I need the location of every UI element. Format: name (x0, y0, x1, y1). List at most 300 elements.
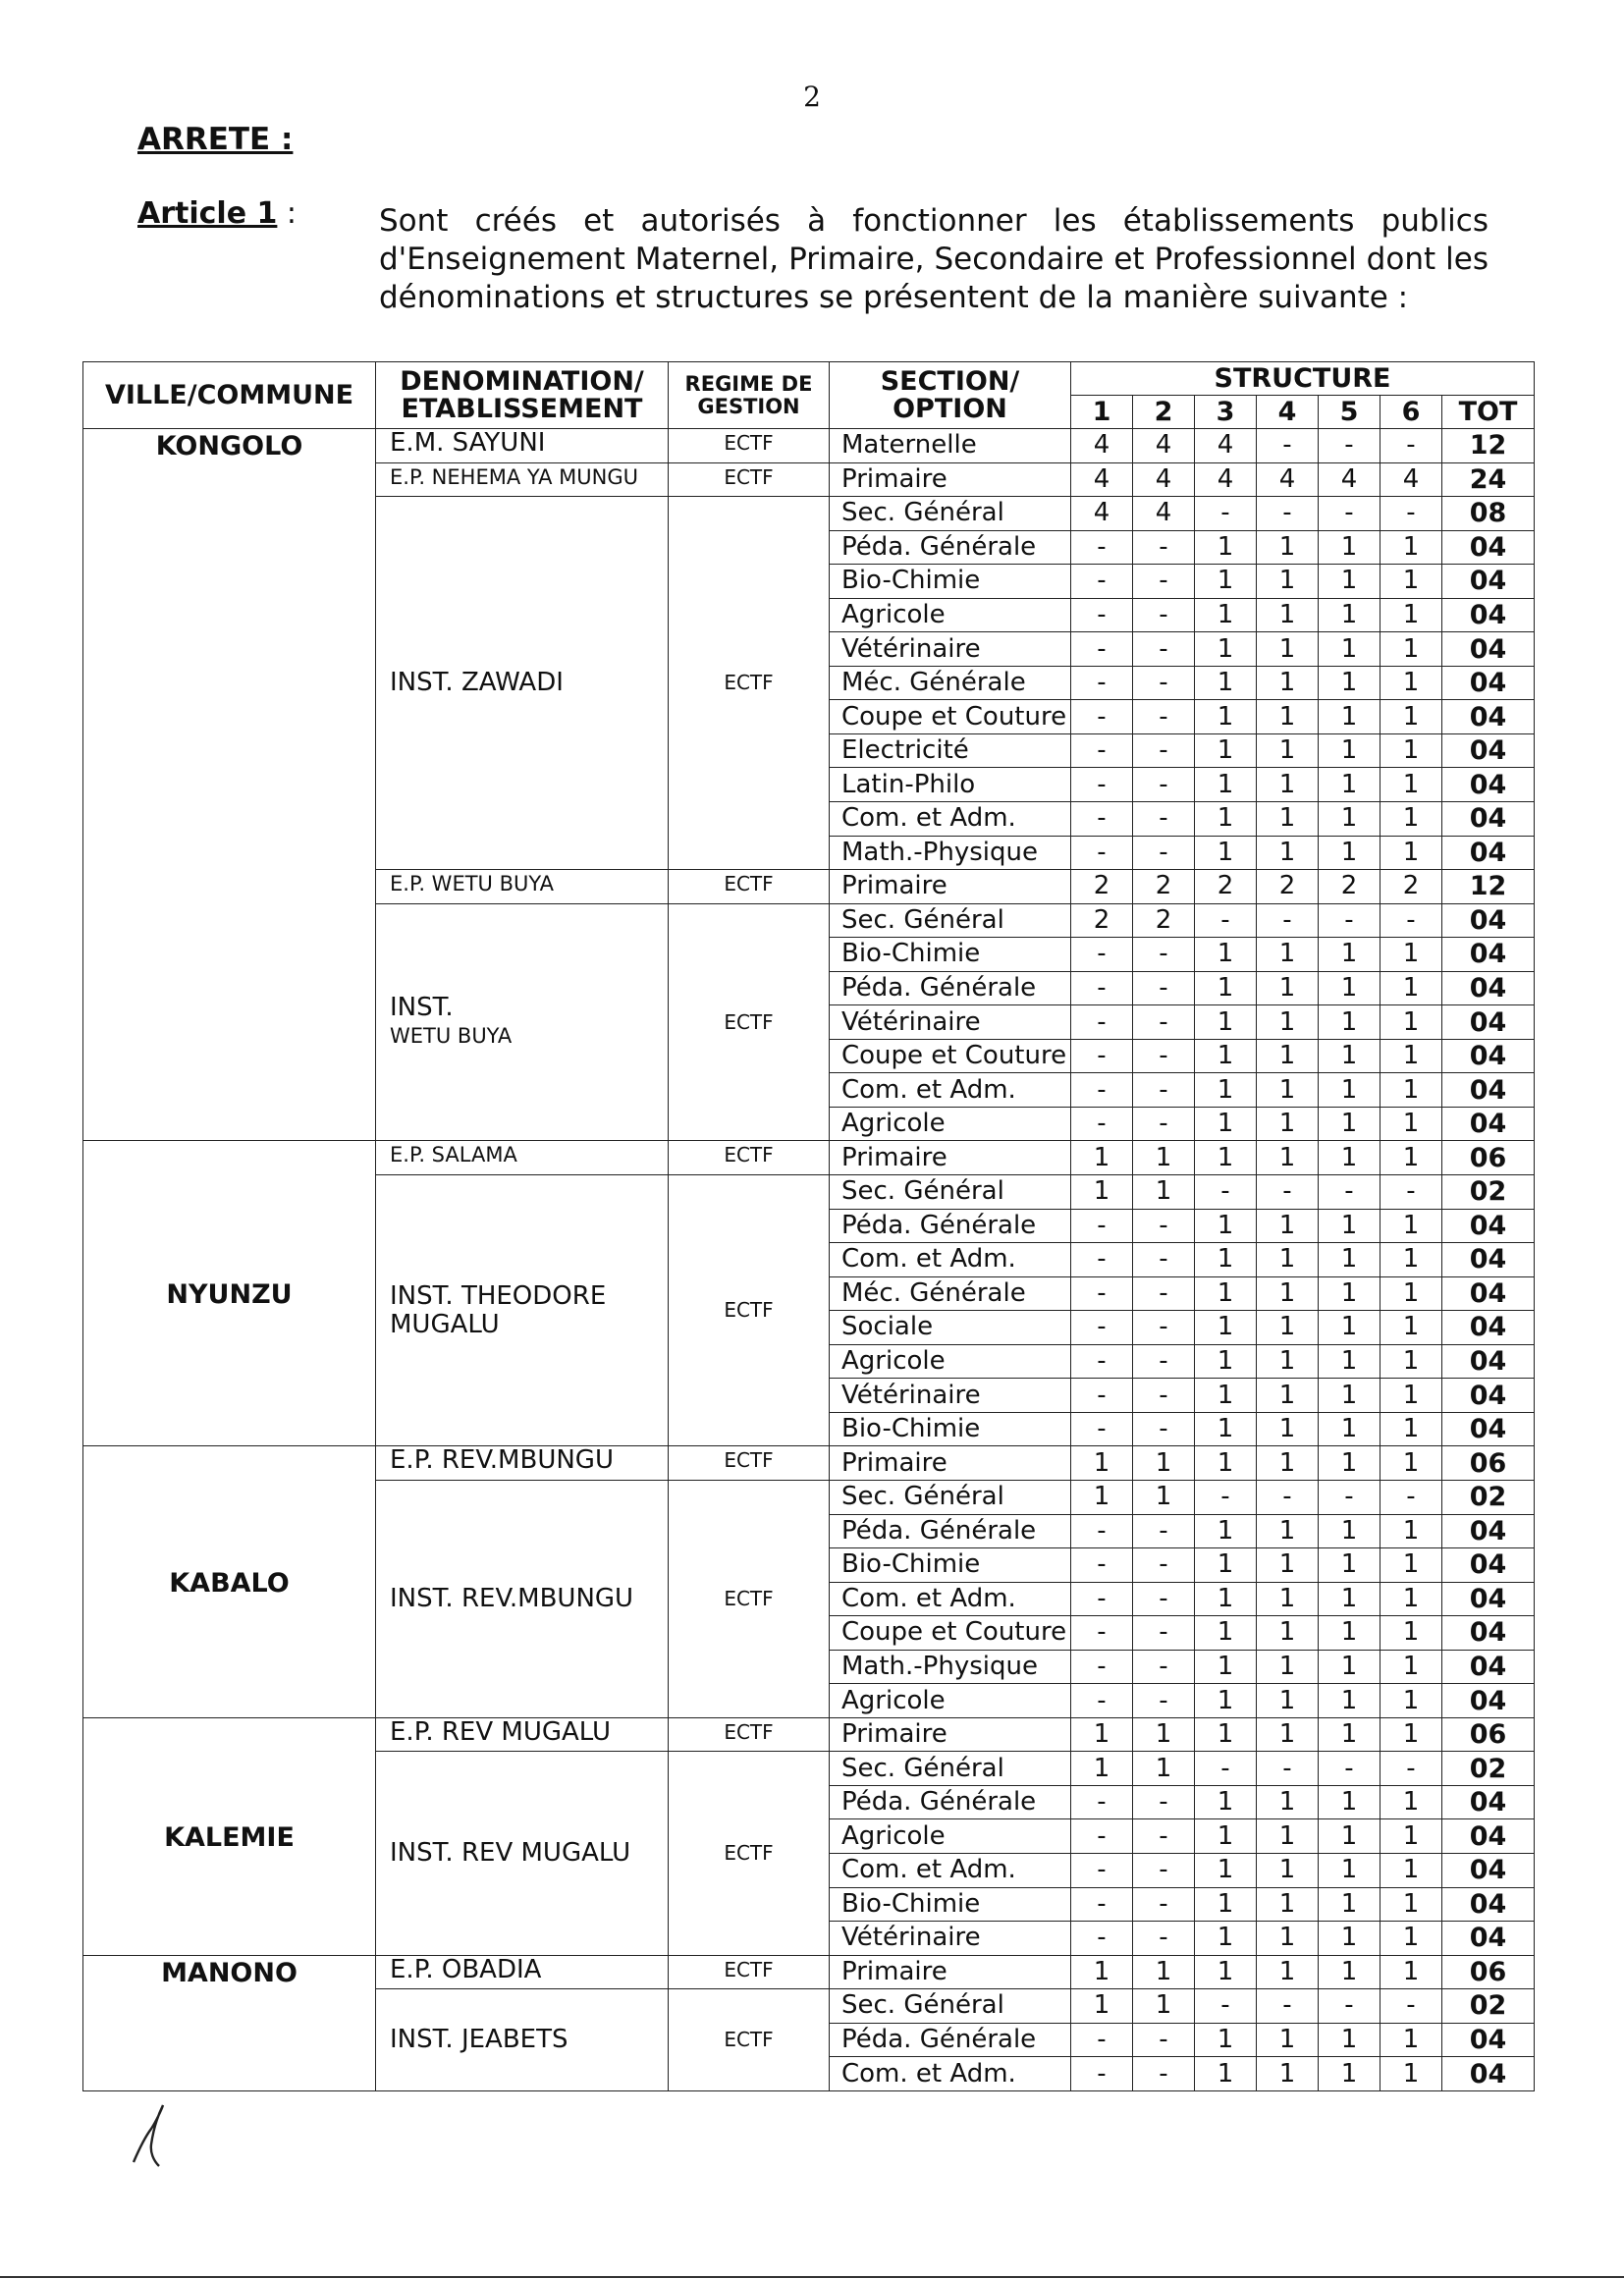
structure-cell-2: - (1133, 1311, 1195, 1345)
structure-cell-3: 1 (1195, 632, 1257, 667)
structure-cell-3: 1 (1195, 1853, 1257, 1887)
etablissement-cell: E.P. WETU BUYA (376, 870, 669, 904)
total-cell: 04 (1442, 1548, 1535, 1583)
structure-cell-4: 1 (1257, 1412, 1319, 1446)
structure-cell-6: 4 (1380, 462, 1442, 497)
total-cell: 04 (1442, 1650, 1535, 1684)
structure-cell-3: - (1195, 1175, 1257, 1210)
structure-cell-3: 1 (1195, 2057, 1257, 2091)
structure-cell-2: - (1133, 971, 1195, 1005)
structure-cell-1: - (1071, 802, 1133, 837)
structure-cell-6: 1 (1380, 1922, 1442, 1956)
structure-cell-5: 1 (1319, 1005, 1380, 1040)
structure-cell-2: 4 (1133, 497, 1195, 531)
total-cell: 04 (1442, 1107, 1535, 1141)
etablissement-name-line2: WETU BUYA (390, 1024, 513, 1049)
option-cell: Com. et Adm. (830, 802, 1071, 837)
structure-cell-4: 1 (1257, 1582, 1319, 1616)
structure-cell-6: 1 (1380, 1853, 1442, 1887)
structure-cell-1: - (1071, 733, 1133, 768)
total-cell: 06 (1442, 1955, 1535, 1989)
structure-cell-4: 1 (1257, 1717, 1319, 1752)
structure-cell-2: 1 (1133, 1141, 1195, 1175)
structure-cell-4: 1 (1257, 1955, 1319, 1989)
header-col-2: 2 (1133, 396, 1195, 429)
structure-cell-2: - (1133, 632, 1195, 667)
structure-cell-4: 1 (1257, 1107, 1319, 1141)
structure-cell-3: 1 (1195, 1446, 1257, 1481)
structure-cell-1: - (1071, 1650, 1133, 1684)
structure-cell-1: 1 (1071, 1141, 1133, 1175)
option-cell: Vétérinaire (830, 1379, 1071, 1413)
structure-cell-5: 1 (1319, 1616, 1380, 1651)
total-cell: 04 (1442, 1412, 1535, 1446)
structure-cell-3: - (1195, 1752, 1257, 1786)
structure-cell-5: 1 (1319, 733, 1380, 768)
total-cell: 04 (1442, 1514, 1535, 1548)
structure-cell-5: 1 (1319, 1717, 1380, 1752)
option-cell: Méc. Générale (830, 666, 1071, 700)
total-cell: 04 (1442, 938, 1535, 972)
regime-cell: ECTF (669, 429, 830, 463)
header-col-1: 1 (1071, 396, 1133, 429)
structure-cell-5: 1 (1319, 1922, 1380, 1956)
structure-cell-1: 2 (1071, 903, 1133, 938)
option-cell: Math.-Physique (830, 836, 1071, 870)
structure-cell-5: 1 (1319, 2057, 1380, 2091)
total-cell: 04 (1442, 733, 1535, 768)
structure-cell-5: 1 (1319, 1582, 1380, 1616)
structure-cell-6: 1 (1380, 1548, 1442, 1583)
structure-cell-1: - (1071, 1311, 1133, 1345)
structure-cell-2: - (1133, 1922, 1195, 1956)
structure-cell-5: 1 (1319, 1650, 1380, 1684)
structure-cell-2: - (1133, 1819, 1195, 1854)
total-cell: 04 (1442, 1073, 1535, 1108)
total-cell: 06 (1442, 1446, 1535, 1481)
total-cell: 04 (1442, 2057, 1535, 2091)
structure-cell-6: 1 (1380, 1887, 1442, 1922)
header-section: SECTION/ OPTION (830, 362, 1071, 429)
structure-cell-4: 1 (1257, 768, 1319, 802)
structure-cell-2: - (1133, 1209, 1195, 1243)
ville-cell: KABALO (83, 1446, 376, 1717)
structure-cell-3: - (1195, 1480, 1257, 1514)
structure-cell-3: 1 (1195, 768, 1257, 802)
option-cell: Sec. Général (830, 1480, 1071, 1514)
option-cell: Com. et Adm. (830, 2057, 1071, 2091)
structure-cell-4: 1 (1257, 1311, 1319, 1345)
article-label (137, 196, 297, 231)
structure-cell-2: - (1133, 1548, 1195, 1583)
structure-cell-3: 4 (1195, 462, 1257, 497)
option-cell: Agricole (830, 1684, 1071, 1718)
structure-cell-6: 2 (1380, 870, 1442, 904)
structure-cell-4: 1 (1257, 1243, 1319, 1277)
structure-cell-5: 1 (1319, 598, 1380, 632)
structure-cell-6: 1 (1380, 971, 1442, 1005)
structure-cell-4: - (1257, 1989, 1319, 2024)
structure-cell-3: 1 (1195, 700, 1257, 734)
structure-cell-3: 1 (1195, 1548, 1257, 1583)
header-col-6: 6 (1380, 396, 1442, 429)
option-cell: Vétérinaire (830, 1922, 1071, 1956)
structure-cell-4: 1 (1257, 836, 1319, 870)
structure-cell-6: 1 (1380, 700, 1442, 734)
structure-cell-6: 1 (1380, 1717, 1442, 1752)
structure-cell-1: - (1071, 1514, 1133, 1548)
total-cell: 06 (1442, 1141, 1535, 1175)
structure-cell-2: - (1133, 1276, 1195, 1311)
structure-cell-1: - (1071, 1379, 1133, 1413)
etablissement-cell: E.P. OBADIA (376, 1955, 669, 1989)
structure-cell-2: - (1133, 565, 1195, 599)
structure-cell-5: 1 (1319, 632, 1380, 667)
total-cell: 04 (1442, 1039, 1535, 1073)
structure-cell-3: 1 (1195, 1276, 1257, 1311)
structure-cell-4: 1 (1257, 1548, 1319, 1583)
structure-cell-6: 1 (1380, 1005, 1442, 1040)
total-cell: 02 (1442, 1989, 1535, 2024)
etablissement-cell: INST. JEABETS (376, 1989, 669, 2091)
structure-cell-6: 1 (1380, 802, 1442, 837)
etablissement-cell: E.P. NEHEMA YA MUNGU (376, 462, 669, 497)
structure-cell-4: 1 (1257, 971, 1319, 1005)
structure-cell-5: - (1319, 1175, 1380, 1210)
structure-cell-4: 1 (1257, 938, 1319, 972)
structure-cell-5: 4 (1319, 462, 1380, 497)
structure-cell-3: 1 (1195, 802, 1257, 837)
structure-cell-2: - (1133, 1785, 1195, 1819)
etablissement-cell: E.M. SAYUNI (376, 429, 669, 463)
structure-cell-3: 1 (1195, 836, 1257, 870)
structure-cell-2: - (1133, 1039, 1195, 1073)
structure-cell-6: 1 (1380, 1582, 1442, 1616)
structure-cell-6: 1 (1380, 1311, 1442, 1345)
structure-cell-2: - (1133, 768, 1195, 802)
structure-cell-5: 1 (1319, 530, 1380, 565)
structure-cell-3: 1 (1195, 1514, 1257, 1548)
structure-cell-5: - (1319, 1989, 1380, 2024)
total-cell: 04 (1442, 1922, 1535, 1956)
structure-cell-2: - (1133, 1582, 1195, 1616)
option-cell: Bio-Chimie (830, 1412, 1071, 1446)
structure-cell-5: 1 (1319, 1887, 1380, 1922)
etablissement-cell: INST. REV.MBUNGU (376, 1480, 669, 1717)
structure-cell-2: - (1133, 1887, 1195, 1922)
etablissement-cell: INST. THEODORE MUGALU (376, 1175, 669, 1446)
structure-cell-2: - (1133, 733, 1195, 768)
structure-cell-3: 1 (1195, 1005, 1257, 1040)
option-cell: Latin-Philo (830, 768, 1071, 802)
total-cell: 24 (1442, 462, 1535, 497)
structure-cell-4: 1 (1257, 666, 1319, 700)
structure-cell-6: 1 (1380, 836, 1442, 870)
structure-cell-4: - (1257, 903, 1319, 938)
structure-cell-4: 1 (1257, 802, 1319, 837)
structure-cell-6: - (1380, 1480, 1442, 1514)
structure-cell-6: 1 (1380, 1955, 1442, 1989)
structure-cell-4: - (1257, 1175, 1319, 1210)
option-cell: Méc. Générale (830, 1276, 1071, 1311)
header-col-3: 3 (1195, 396, 1257, 429)
structure-cell-4: 1 (1257, 1684, 1319, 1718)
option-cell: Péda. Générale (830, 1785, 1071, 1819)
structure-cell-1: - (1071, 2057, 1133, 2091)
structure-cell-5: 1 (1319, 1548, 1380, 1583)
structure-cell-3: - (1195, 903, 1257, 938)
structure-cell-5: 1 (1319, 1141, 1380, 1175)
total-cell: 04 (1442, 598, 1535, 632)
structure-cell-1: - (1071, 632, 1133, 667)
structure-cell-1: 4 (1071, 462, 1133, 497)
option-cell: Vétérinaire (830, 632, 1071, 667)
structure-cell-6: - (1380, 1752, 1442, 1786)
structure-cell-5: 1 (1319, 1276, 1380, 1311)
structure-cell-1: - (1071, 1616, 1133, 1651)
structure-cell-3: 1 (1195, 1650, 1257, 1684)
structure-cell-2: - (1133, 598, 1195, 632)
regime-cell: ECTF (669, 1955, 830, 1989)
signature-mark (124, 2101, 183, 2170)
structure-cell-3: 1 (1195, 1819, 1257, 1854)
table-row (83, 1446, 1535, 1481)
structure-cell-3: 1 (1195, 2023, 1257, 2057)
etablissement-cell: E.P. REV.MBUNGU (376, 1446, 669, 1481)
structure-cell-5: 1 (1319, 768, 1380, 802)
etablissements-table (82, 361, 1535, 2091)
structure-cell-1: - (1071, 1887, 1133, 1922)
structure-cell-5: 1 (1319, 1514, 1380, 1548)
option-cell: Péda. Générale (830, 2023, 1071, 2057)
option-cell: Péda. Générale (830, 1514, 1071, 1548)
structure-cell-5: 1 (1319, 1243, 1380, 1277)
structure-cell-3: 1 (1195, 1243, 1257, 1277)
structure-cell-3: 1 (1195, 733, 1257, 768)
structure-cell-3: 1 (1195, 1039, 1257, 1073)
structure-cell-1: - (1071, 971, 1133, 1005)
option-cell: Electricité (830, 733, 1071, 768)
structure-cell-2: 1 (1133, 1717, 1195, 1752)
total-cell: 02 (1442, 1480, 1535, 1514)
structure-cell-1: - (1071, 565, 1133, 599)
total-cell: 04 (1442, 802, 1535, 837)
structure-cell-4: 1 (1257, 1514, 1319, 1548)
structure-cell-2: - (1133, 802, 1195, 837)
structure-cell-2: - (1133, 666, 1195, 700)
structure-cell-2: - (1133, 1379, 1195, 1413)
structure-cell-4: 1 (1257, 700, 1319, 734)
structure-cell-5: 1 (1319, 1853, 1380, 1887)
structure-cell-6: 1 (1380, 1141, 1442, 1175)
bottom-rule (0, 2276, 1624, 2278)
structure-cell-6: 1 (1380, 1514, 1442, 1548)
total-cell: 02 (1442, 1175, 1535, 1210)
total-cell: 12 (1442, 870, 1535, 904)
option-cell: Sec. Général (830, 1989, 1071, 2024)
option-cell: Agricole (830, 1344, 1071, 1379)
option-cell: Com. et Adm. (830, 1243, 1071, 1277)
structure-cell-3: 1 (1195, 971, 1257, 1005)
structure-cell-1: - (1071, 836, 1133, 870)
structure-cell-3: 1 (1195, 938, 1257, 972)
structure-cell-4: 1 (1257, 1650, 1319, 1684)
structure-cell-3: 1 (1195, 1073, 1257, 1108)
structure-cell-2: - (1133, 1853, 1195, 1887)
total-cell: 04 (1442, 565, 1535, 599)
structure-cell-3: 1 (1195, 1379, 1257, 1413)
structure-cell-1: - (1071, 1582, 1133, 1616)
structure-cell-6: 1 (1380, 938, 1442, 972)
option-cell: Bio-Chimie (830, 1887, 1071, 1922)
option-cell: Péda. Générale (830, 971, 1071, 1005)
structure-cell-5: 1 (1319, 1107, 1380, 1141)
structure-cell-6: 1 (1380, 1785, 1442, 1819)
structure-cell-4: - (1257, 497, 1319, 531)
total-cell: 06 (1442, 1717, 1535, 1752)
structure-cell-3: 1 (1195, 1785, 1257, 1819)
structure-cell-5: 1 (1319, 938, 1380, 972)
total-cell: 04 (1442, 1582, 1535, 1616)
option-cell: Agricole (830, 1819, 1071, 1854)
structure-cell-4: 1 (1257, 2023, 1319, 2057)
heading-arrete: ARRETE : (137, 122, 294, 157)
header-ville: VILLE/COMMUNE (83, 362, 376, 429)
structure-cell-6: 1 (1380, 632, 1442, 667)
structure-cell-3: 1 (1195, 1922, 1257, 1956)
structure-cell-6: - (1380, 429, 1442, 463)
structure-cell-6: 1 (1380, 733, 1442, 768)
structure-cell-1: - (1071, 666, 1133, 700)
page-number: 2 (803, 81, 821, 113)
structure-cell-1: - (1071, 1005, 1133, 1040)
structure-cell-4: 1 (1257, 1446, 1319, 1481)
header-denomination: DENOMINATION/ ETABLISSEMENT (376, 362, 669, 429)
option-cell: Primaire (830, 1446, 1071, 1481)
header-col-5: 5 (1319, 396, 1380, 429)
ville-cell: NYUNZU (83, 1141, 376, 1446)
structure-cell-2: 1 (1133, 1989, 1195, 2024)
total-cell: 04 (1442, 1344, 1535, 1379)
structure-cell-4: 1 (1257, 1887, 1319, 1922)
structure-cell-3: 4 (1195, 429, 1257, 463)
structure-cell-1: - (1071, 1107, 1133, 1141)
structure-cell-6: 1 (1380, 1073, 1442, 1108)
structure-cell-1: - (1071, 1412, 1133, 1446)
total-cell: 04 (1442, 530, 1535, 565)
structure-cell-1: - (1071, 530, 1133, 565)
table-row (83, 429, 1535, 463)
total-cell: 04 (1442, 971, 1535, 1005)
regime-cell: ECTF (669, 903, 830, 1141)
structure-cell-4: 1 (1257, 1785, 1319, 1819)
structure-cell-1: 2 (1071, 870, 1133, 904)
structure-cell-3: 1 (1195, 1684, 1257, 1718)
structure-cell-5: 1 (1319, 1785, 1380, 1819)
structure-cell-2: 1 (1133, 1752, 1195, 1786)
option-cell: Primaire (830, 1955, 1071, 1989)
article-text: Sont créés et autorisés à fonctionner les établissements publics d'Enseignement Maternel, Primaire, Secondaire et Professionnel dont les dénominations et structures se présentent de la manière suivante : (379, 203, 1489, 315)
etablissement-cell: E.P. SALAMA (376, 1141, 669, 1175)
structure-cell-4: 2 (1257, 870, 1319, 904)
structure-cell-5: - (1319, 903, 1380, 938)
total-cell: 04 (1442, 2023, 1535, 2057)
structure-cell-5: 1 (1319, 1311, 1380, 1345)
structure-cell-1: - (1071, 2023, 1133, 2057)
structure-cell-1: - (1071, 700, 1133, 734)
total-cell: 04 (1442, 1276, 1535, 1311)
structure-cell-5: - (1319, 1752, 1380, 1786)
structure-cell-6: 1 (1380, 1243, 1442, 1277)
structure-cell-5: 1 (1319, 700, 1380, 734)
table-row (83, 1955, 1535, 1989)
structure-cell-5: 1 (1319, 1412, 1380, 1446)
structure-cell-6: 1 (1380, 2057, 1442, 2091)
structure-cell-4: 1 (1257, 1039, 1319, 1073)
regime-cell: ECTF (669, 1989, 830, 2091)
structure-cell-5: 1 (1319, 1379, 1380, 1413)
structure-cell-3: 1 (1195, 666, 1257, 700)
structure-cell-4: 1 (1257, 1616, 1319, 1651)
structure-cell-5: 1 (1319, 1446, 1380, 1481)
structure-cell-2: 4 (1133, 462, 1195, 497)
structure-cell-3: 1 (1195, 1209, 1257, 1243)
structure-cell-5: 1 (1319, 666, 1380, 700)
structure-cell-3: 1 (1195, 565, 1257, 599)
structure-cell-2: - (1133, 1616, 1195, 1651)
structure-cell-3: 1 (1195, 530, 1257, 565)
structure-cell-3: 1 (1195, 1717, 1257, 1752)
total-cell: 04 (1442, 1209, 1535, 1243)
structure-cell-4: 1 (1257, 530, 1319, 565)
structure-cell-2: 1 (1133, 1955, 1195, 1989)
structure-cell-1: - (1071, 768, 1133, 802)
structure-cell-1: - (1071, 1548, 1133, 1583)
regime-cell: ECTF (669, 1480, 830, 1717)
option-cell: Maternelle (830, 429, 1071, 463)
structure-cell-5: - (1319, 429, 1380, 463)
regime-cell: ECTF (669, 1141, 830, 1175)
total-cell: 04 (1442, 903, 1535, 938)
total-cell: 08 (1442, 497, 1535, 531)
structure-cell-3: 1 (1195, 1616, 1257, 1651)
structure-cell-5: 1 (1319, 802, 1380, 837)
structure-cell-2: 1 (1133, 1175, 1195, 1210)
structure-cell-6: 1 (1380, 1276, 1442, 1311)
structure-cell-6: 1 (1380, 1107, 1442, 1141)
structure-cell-6: 1 (1380, 1616, 1442, 1651)
structure-cell-5: 1 (1319, 1073, 1380, 1108)
structure-cell-6: 1 (1380, 1412, 1442, 1446)
structure-cell-3: 2 (1195, 870, 1257, 904)
option-cell: Bio-Chimie (830, 1548, 1071, 1583)
structure-cell-2: - (1133, 1243, 1195, 1277)
option-cell: Agricole (830, 598, 1071, 632)
option-cell: Coupe et Couture (830, 700, 1071, 734)
option-cell: Coupe et Couture (830, 1616, 1071, 1651)
structure-cell-5: 1 (1319, 836, 1380, 870)
structure-cell-3: 1 (1195, 1141, 1257, 1175)
structure-cell-2: 1 (1133, 1446, 1195, 1481)
structure-cell-5: 1 (1319, 1955, 1380, 1989)
total-cell: 04 (1442, 1311, 1535, 1345)
option-cell: Bio-Chimie (830, 938, 1071, 972)
structure-cell-6: - (1380, 903, 1442, 938)
structure-cell-4: - (1257, 1480, 1319, 1514)
structure-cell-3: 1 (1195, 1311, 1257, 1345)
structure-cell-6: 1 (1380, 1344, 1442, 1379)
structure-cell-3: 1 (1195, 1412, 1257, 1446)
